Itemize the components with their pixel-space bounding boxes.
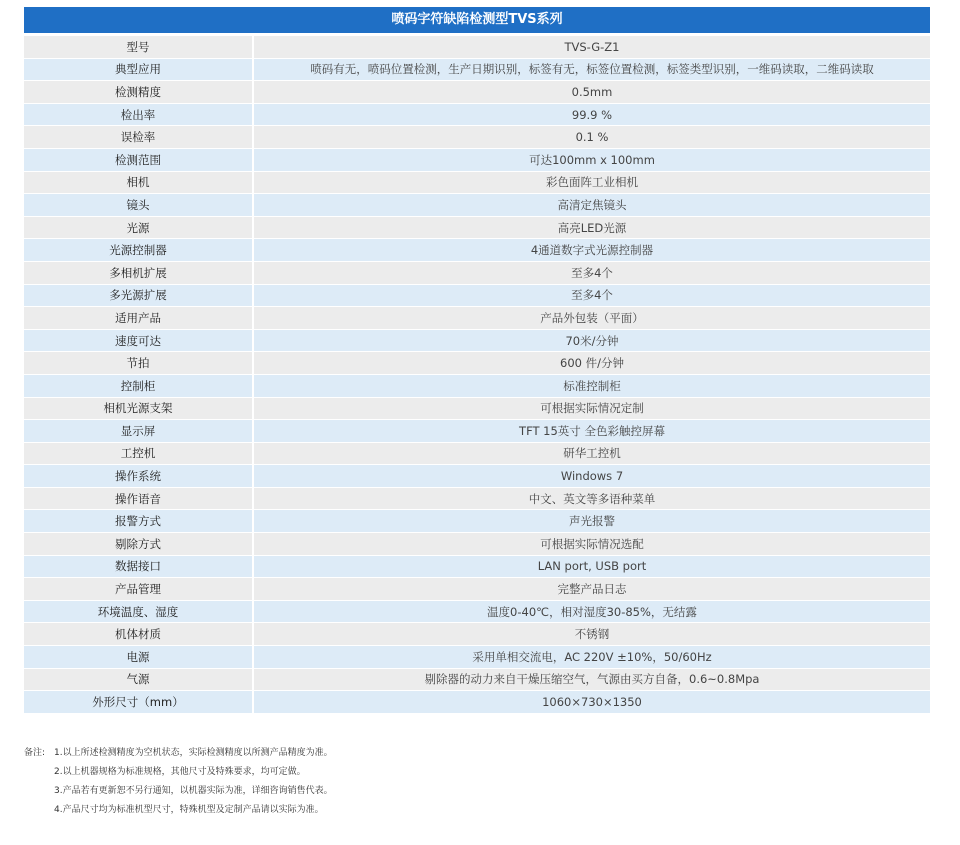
note-text: 1.以上所述检测精度为空机状态，实际检测精度以所测产品精度为准。 bbox=[54, 748, 333, 758]
spec-label: 多光源扩展 bbox=[24, 284, 253, 307]
spec-value: 99.9 % bbox=[253, 103, 930, 126]
spec-label: 操作语音 bbox=[24, 487, 253, 510]
spec-value: 彩色面阵工业相机 bbox=[253, 171, 930, 194]
spec-label: 外形尺寸（mm） bbox=[24, 691, 253, 714]
spec-label: 检出率 bbox=[24, 103, 253, 126]
spec-table-body bbox=[24, 36, 930, 714]
spec-table bbox=[24, 35, 930, 714]
spec-label: 典型应用 bbox=[24, 58, 253, 81]
spec-label: 型号 bbox=[24, 36, 253, 59]
spec-value: 中文、英文等多语种菜单 bbox=[253, 487, 930, 510]
spec-label: 多相机扩展 bbox=[24, 261, 253, 284]
spec-label: 产品管理 bbox=[24, 578, 253, 601]
spec-value: 研华工控机 bbox=[253, 442, 930, 465]
table-row bbox=[24, 216, 930, 239]
spec-label: 报警方式 bbox=[24, 510, 253, 533]
spec-label: 检测范围 bbox=[24, 148, 253, 171]
table-row bbox=[24, 103, 930, 126]
spec-label: 光源控制器 bbox=[24, 239, 253, 262]
table-row bbox=[24, 171, 930, 194]
table-row bbox=[24, 420, 930, 443]
spec-label: 环境温度、湿度 bbox=[24, 600, 253, 623]
notes-section bbox=[24, 744, 930, 820]
spec-sheet bbox=[24, 7, 930, 714]
table-row bbox=[24, 646, 930, 669]
spec-label: 控制柜 bbox=[24, 374, 253, 397]
spec-value: 喷码有无，喷码位置检测，生产日期识别，标签有无，标签位置检测，标签类型识别，一维码读取，二维码读取 bbox=[253, 58, 930, 81]
table-row bbox=[24, 487, 930, 510]
table-row bbox=[24, 58, 930, 81]
table-row bbox=[24, 510, 930, 533]
spec-value: LAN port, USB port bbox=[253, 555, 930, 578]
note-text: 4.产品尺寸均为标准机型尺寸，特殊机型及定制产品请以实际为准。 bbox=[54, 805, 324, 815]
spec-value: TFT 15英寸 全色彩触控屏幕 bbox=[253, 420, 930, 443]
spec-value: 标准控制柜 bbox=[253, 374, 930, 397]
spec-value: 0.1 % bbox=[253, 126, 930, 149]
spec-value: 600 件/分钟 bbox=[253, 352, 930, 375]
note-text: 3.产品若有更新恕不另行通知，以机器实际为准，详细咨询销售代表。 bbox=[54, 786, 333, 796]
note-line bbox=[24, 744, 930, 763]
spec-value: 可根据实际情况选配 bbox=[253, 533, 930, 556]
spec-value: 产品外包装（平面） bbox=[253, 307, 930, 330]
table-row bbox=[24, 668, 930, 691]
table-row bbox=[24, 329, 930, 352]
table-row bbox=[24, 194, 930, 217]
spec-label: 适用产品 bbox=[24, 307, 253, 330]
spec-label: 镜头 bbox=[24, 194, 253, 217]
table-row bbox=[24, 239, 930, 262]
note-line bbox=[24, 763, 930, 782]
table-row bbox=[24, 397, 930, 420]
table-row bbox=[24, 555, 930, 578]
spec-value: 高亮LED光源 bbox=[253, 216, 930, 239]
note-line bbox=[24, 801, 930, 820]
table-row bbox=[24, 148, 930, 171]
spec-value: 70米/分钟 bbox=[253, 329, 930, 352]
spec-value: 1060×730×1350 bbox=[253, 691, 930, 714]
spec-label: 剔除方式 bbox=[24, 533, 253, 556]
spec-value: 剔除器的动力来自干燥压缩空气，气源由买方自备，0.6~0.8Mpa bbox=[253, 668, 930, 691]
table-row bbox=[24, 623, 930, 646]
table-row bbox=[24, 284, 930, 307]
table-row bbox=[24, 533, 930, 556]
spec-value: 4通道数字式光源控制器 bbox=[253, 239, 930, 262]
spec-label: 相机 bbox=[24, 171, 253, 194]
spec-value: 采用单相交流电，AC 220V ±10%，50/60Hz bbox=[253, 646, 930, 669]
spec-label: 相机光源支架 bbox=[24, 397, 253, 420]
spec-label: 数据接口 bbox=[24, 555, 253, 578]
spec-value: TVS-G-Z1 bbox=[253, 36, 930, 59]
spec-value: 不锈钢 bbox=[253, 623, 930, 646]
table-row bbox=[24, 126, 930, 149]
note-text: 2.以上机器规格为标准规格，其他尺寸及特殊要求，均可定做。 bbox=[54, 767, 306, 777]
spec-value: 0.5mm bbox=[253, 81, 930, 104]
table-row bbox=[24, 374, 930, 397]
table-title: 喷码字符缺陷检测型TVS系列 bbox=[24, 7, 930, 33]
spec-label: 速度可达 bbox=[24, 329, 253, 352]
spec-value: 完整产品日志 bbox=[253, 578, 930, 601]
spec-label: 节拍 bbox=[24, 352, 253, 375]
spec-label: 电源 bbox=[24, 646, 253, 669]
spec-value: 可达100mm x 100mm bbox=[253, 148, 930, 171]
spec-label: 检测精度 bbox=[24, 81, 253, 104]
spec-value: 至多4个 bbox=[253, 261, 930, 284]
spec-label: 显示屏 bbox=[24, 420, 253, 443]
table-row bbox=[24, 352, 930, 375]
table-row bbox=[24, 465, 930, 488]
note-line bbox=[24, 782, 930, 801]
table-row bbox=[24, 578, 930, 601]
notes-prefix: 备注: bbox=[24, 748, 46, 758]
table-row bbox=[24, 442, 930, 465]
spec-value: Windows 7 bbox=[253, 465, 930, 488]
spec-label: 工控机 bbox=[24, 442, 253, 465]
spec-label: 操作系统 bbox=[24, 465, 253, 488]
spec-value: 高清定焦镜头 bbox=[253, 194, 930, 217]
spec-label: 机体材质 bbox=[24, 623, 253, 646]
table-row bbox=[24, 307, 930, 330]
spec-label: 误检率 bbox=[24, 126, 253, 149]
table-row bbox=[24, 691, 930, 714]
spec-label: 气源 bbox=[24, 668, 253, 691]
spec-label: 光源 bbox=[24, 216, 253, 239]
table-row bbox=[24, 261, 930, 284]
spec-value: 至多4个 bbox=[253, 284, 930, 307]
spec-value: 声光报警 bbox=[253, 510, 930, 533]
spec-value: 可根据实际情况定制 bbox=[253, 397, 930, 420]
spec-value: 温度0-40℃，相对湿度30-85%，无结露 bbox=[253, 600, 930, 623]
table-row bbox=[24, 600, 930, 623]
table-row bbox=[24, 36, 930, 59]
table-row bbox=[24, 81, 930, 104]
